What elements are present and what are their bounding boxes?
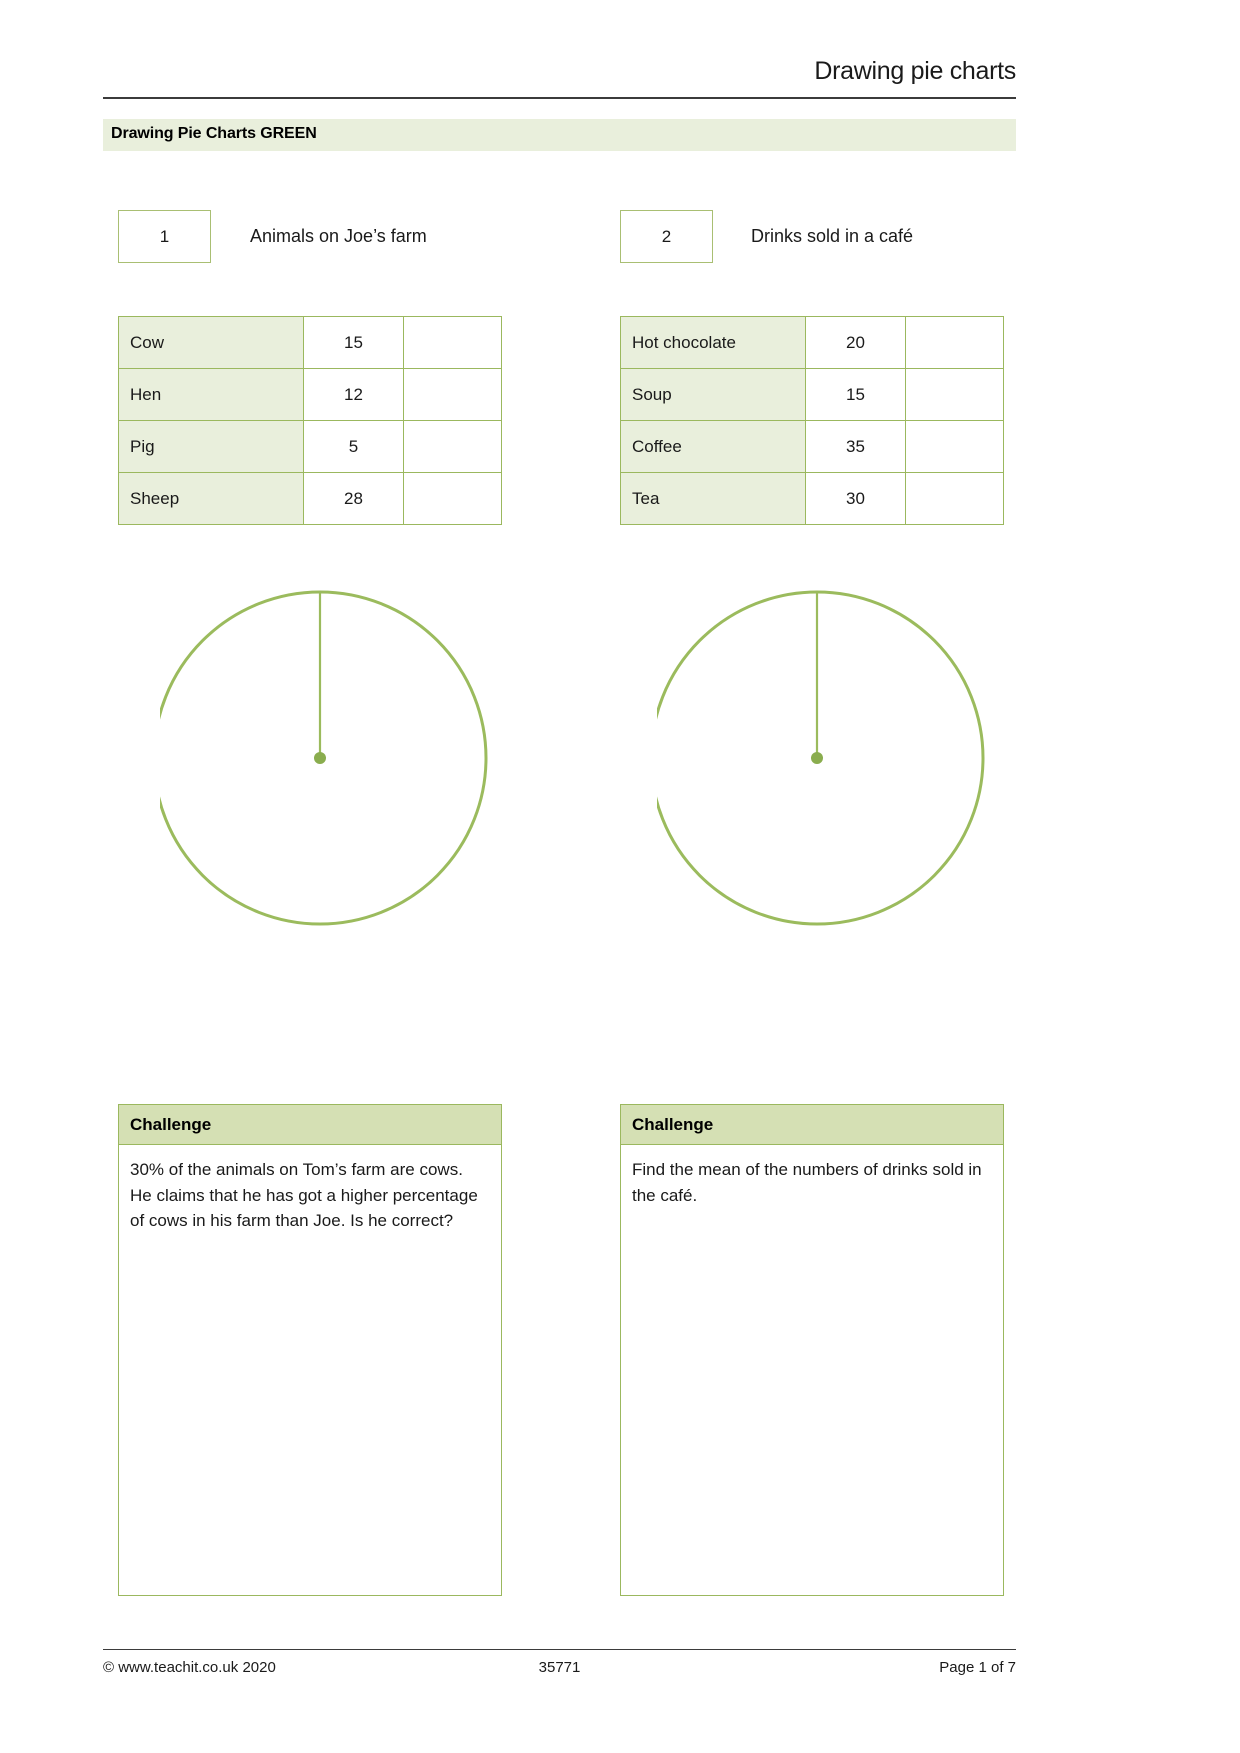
table-cell-category: Cow xyxy=(119,317,304,369)
table-cell-category: Soup xyxy=(621,369,806,421)
footer-document-number: 35771 xyxy=(538,1659,581,1676)
question-2-challenge-box[interactable] xyxy=(620,1104,1004,1596)
challenge-text: 30% of the animals on Tom’s farm are cows. He claims that he has got a higher percentage of cows in his farm than Joe. Is he correct? xyxy=(130,1160,478,1230)
page-title: Drawing pie charts xyxy=(814,57,1016,85)
question-2-label: Drinks sold in a café xyxy=(751,226,914,246)
table-row xyxy=(119,473,502,525)
table-cell-category: Hot chocolate xyxy=(621,317,806,369)
question-1-number-box xyxy=(118,210,211,263)
table-cell-answer[interactable] xyxy=(906,421,1004,473)
table-cell-category: Sheep xyxy=(119,473,304,525)
table-cell-value: 5 xyxy=(304,421,404,473)
question-1-number: 1 xyxy=(159,227,170,246)
challenge-header xyxy=(119,1105,501,1145)
page-header xyxy=(103,56,1016,86)
question-1-label: Animals on Joe’s farm xyxy=(250,226,427,246)
page-footer xyxy=(103,1659,1016,1683)
table-cell-category: Pig xyxy=(119,421,304,473)
table-row xyxy=(621,317,1004,369)
table-cell-value: 20 xyxy=(806,317,906,369)
table-cell-answer[interactable] xyxy=(906,473,1004,525)
table-cell-value: 28 xyxy=(304,473,404,525)
table-cell-category: Hen xyxy=(119,369,304,421)
table-cell-value: 30 xyxy=(806,473,906,525)
table-cell-answer[interactable] xyxy=(404,317,502,369)
table-cell-value: 35 xyxy=(806,421,906,473)
table-cell-value: 12 xyxy=(304,369,404,421)
table-row xyxy=(119,369,502,421)
question-1-data-table xyxy=(118,316,502,525)
table-cell-category: Coffee xyxy=(621,421,806,473)
table-cell-answer[interactable] xyxy=(906,317,1004,369)
table-cell-value: 15 xyxy=(806,369,906,421)
header-divider xyxy=(103,97,1016,99)
question-1-pie-chart[interactable] xyxy=(160,578,500,933)
footer-page-indicator: Page 1 of 7 xyxy=(939,1659,1016,1676)
table-cell-answer[interactable] xyxy=(404,473,502,525)
footer-divider xyxy=(103,1649,1016,1650)
table-cell-answer[interactable] xyxy=(906,369,1004,421)
question-2-pie-chart[interactable] xyxy=(657,578,997,933)
challenge-text: Find the mean of the numbers of drinks sold in the café. xyxy=(632,1160,982,1205)
table-cell-value: 15 xyxy=(304,317,404,369)
worksheet-title-band xyxy=(103,119,1016,151)
table-row xyxy=(119,317,502,369)
challenge-header xyxy=(621,1105,1003,1145)
empty-pie-circle-icon xyxy=(657,578,997,928)
question-1-challenge-box[interactable] xyxy=(118,1104,502,1596)
challenge-heading: Challenge xyxy=(130,1115,212,1134)
table-row xyxy=(621,473,1004,525)
table-row xyxy=(119,421,502,473)
footer-copyright: © www.teachit.co.uk 2020 xyxy=(103,1659,276,1676)
question-2-number-box xyxy=(620,210,713,263)
worksheet-title: Drawing Pie Charts GREEN xyxy=(111,125,317,142)
empty-pie-circle-icon xyxy=(160,578,500,928)
table-cell-answer[interactable] xyxy=(404,369,502,421)
table-row xyxy=(621,369,1004,421)
table-row xyxy=(621,421,1004,473)
question-2-number: 2 xyxy=(661,227,672,246)
table-cell-category: Tea xyxy=(621,473,806,525)
challenge-heading: Challenge xyxy=(632,1115,714,1134)
question-2-data-table xyxy=(620,316,1004,525)
table-cell-answer[interactable] xyxy=(404,421,502,473)
